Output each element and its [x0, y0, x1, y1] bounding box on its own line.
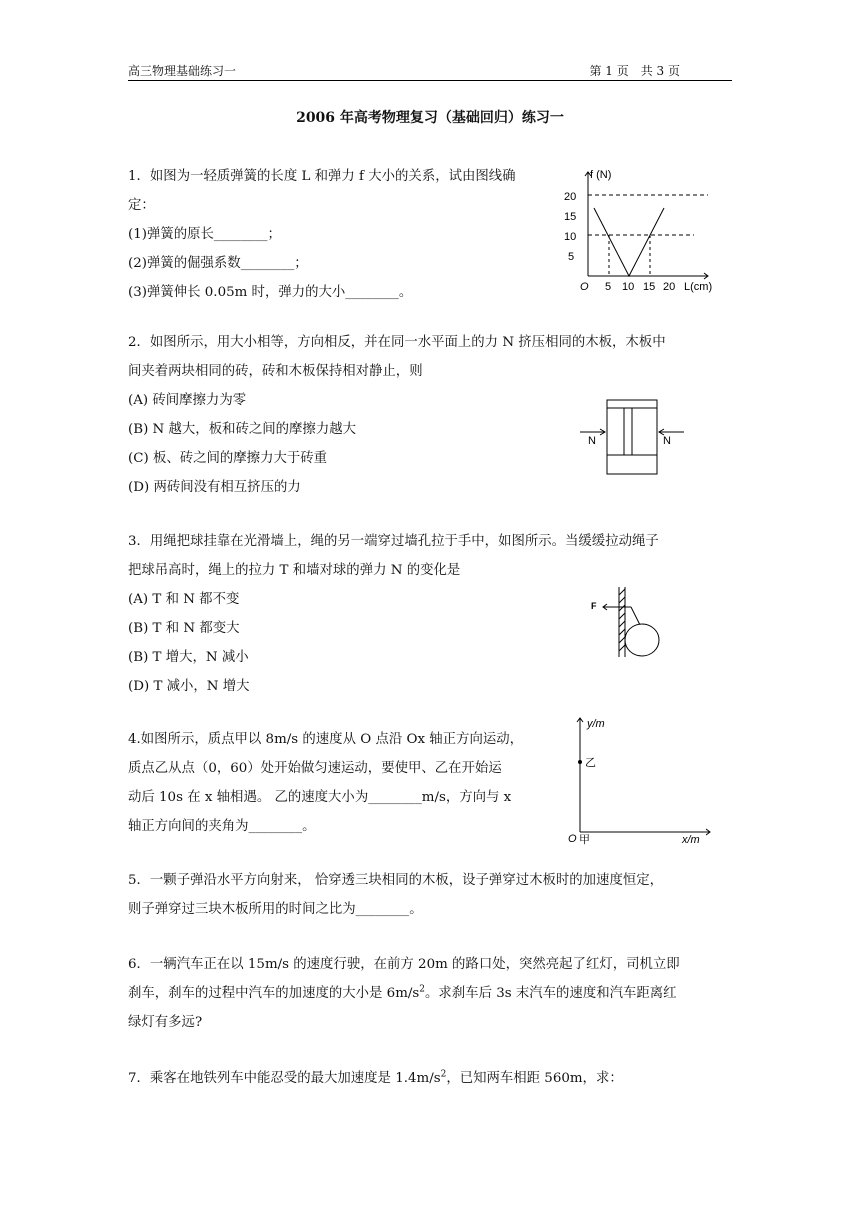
q2-option-a: (A) 砖间摩擦力为零 — [128, 393, 247, 408]
q3-option-d: (D) T 减小，N 增大 — [128, 679, 250, 694]
q1-graph-y-tick: 15 — [564, 211, 577, 223]
q1-graph-x-tick: 15 — [643, 281, 656, 293]
q4-line-1: 4.如图所示，质点甲以 8m/s 的速度从 O 点沿 Ox 轴正方向运动， — [128, 732, 524, 747]
q1-line-1: 1．如图为一轻质弹簧的长度 L 和弹力 f 大小的关系，试由图线确 — [128, 169, 516, 184]
question-7 — [128, 1064, 623, 1093]
q6-line-2 — [128, 979, 680, 1008]
q4-line-4: 轴正方向间的夹角为________。 — [128, 819, 316, 834]
q1-graph-y-tick: 20 — [564, 191, 577, 203]
q4-coordinate-figure — [562, 714, 717, 846]
question-6 — [128, 950, 680, 1037]
q4-point-b — [578, 760, 582, 764]
q1-graph-x-tick: 20 — [663, 281, 676, 293]
q2-option-b: (B) N 越大，板和砖之间的摩擦力越大 — [128, 422, 356, 437]
q4-point-b-label: 乙 — [585, 757, 596, 769]
q7-text-a: 7．乘客在地铁列车中能忍受的最大加速度是 1.4m/s — [128, 1071, 441, 1086]
q1-line-5: (3)弹簧伸长 0.05m 时，弹力的大小________。 — [128, 285, 413, 300]
q2-bricks-figure — [575, 398, 690, 478]
q3-line-2: 把球吊高时，绳上的拉力 T 和墙对球的弹力 N 的变化是 — [128, 563, 461, 578]
q1-spring-graph — [560, 162, 735, 297]
q1-graph-y-tick: 5 — [568, 251, 575, 263]
q3-ball-wall-figure — [585, 585, 665, 660]
question-5 — [128, 866, 663, 924]
page-header — [128, 62, 732, 81]
q1-line-2: 定： — [128, 198, 155, 213]
q2-option-c: (C) 板、砖之间的摩擦力大于砖重 — [128, 451, 328, 466]
q3-force-label: F — [591, 601, 597, 611]
q5-line-1: 5．一颗子弹沿水平方向射来， 恰穿透三块相同的木板，设子弹穿过木板时的加速度恒定， — [128, 873, 664, 888]
q1-graph-y-label: f (N) — [590, 169, 612, 181]
header-page-number: 第 1 页 共 3 页 — [589, 64, 680, 78]
q1-graph-x-tick: 10 — [622, 281, 635, 293]
q6-line-1: 6．一辆汽车正在以 15m/s 的速度行驶，在前方 20m 的路口处，突然亮起了红灯，司机立即 — [128, 957, 680, 972]
q4-origin-label: O — [568, 833, 577, 845]
q1-graph-x-tick: 5 — [605, 281, 612, 293]
q4-x-axis-label: x/m — [682, 834, 700, 846]
q5-line-2: 则子弹穿过三块木板所用的时间之比为________。 — [128, 902, 423, 917]
q6-line-3: 绿灯有多远? — [128, 1015, 203, 1030]
q1-line-3: (1)弹簧的原长________； — [128, 227, 281, 242]
question-3 — [128, 527, 659, 701]
q1-graph-x-label: L(cm) — [684, 281, 713, 293]
q1-line-4: (2)弹簧的倔强系数________； — [128, 256, 308, 271]
q6-line-2-text: 刹车，刹车的过程中汽车的加速度的大小是 6m/s — [128, 986, 420, 1001]
q2-right-force-label: N — [663, 435, 671, 447]
q4-point-a-label: 甲 — [579, 834, 590, 846]
q7-superscript: 2 — [440, 1069, 447, 1080]
question-1 — [128, 162, 516, 307]
q7-line-1 — [128, 1064, 623, 1093]
q3-option-b: (B) T 和 N 都变大 — [128, 621, 240, 636]
q3-line-1: 3．用绳把球挂靠在光滑墙上，绳的另一端穿过墙孔拉于手中，如图所示。当缓缓拉动绳子 — [128, 534, 659, 549]
question-4 — [128, 725, 523, 841]
q2-line-1: 2．如图所示，用大小相等，方向相反，并在同一水平面上的力 N 挤压相同的木板，木板中 — [128, 335, 666, 350]
header-left: 高三物理基础练习一 — [128, 64, 237, 78]
q2-line-2: 间夹着两块相同的砖，砖和木板保持相对静止，则 — [128, 364, 423, 379]
q4-line-3: 动后 10s 在 x 轴相遇。 乙的速度大小为________m/s，方向与 x — [128, 790, 512, 805]
q7-text-b: ，已知两车相距 560m，求： — [446, 1071, 623, 1086]
q1-graph-origin: O — [580, 281, 589, 293]
q6-line-2-text-b: 。求刹车后 3s 末汽车的速度和汽车距离红 — [425, 986, 677, 1001]
q1-graph-y-tick: 10 — [564, 231, 577, 243]
q3-option-c: (B) T 增大，N 减小 — [128, 650, 249, 665]
document-title: 2006 年高考物理复习（基础回归）练习一 — [296, 110, 564, 126]
q6-superscript: 2 — [419, 984, 426, 995]
q4-y-axis-label: y/m — [587, 718, 605, 730]
q2-left-force-label: N — [588, 435, 596, 447]
q3-option-a: (A) T 和 N 都不变 — [128, 592, 240, 607]
q2-option-d: (D) 两砖间没有相互挤压的力 — [128, 480, 301, 495]
q4-line-2: 质点乙从点（0，60）处开始做匀速运动，要使甲、乙在开始运 — [128, 761, 502, 776]
